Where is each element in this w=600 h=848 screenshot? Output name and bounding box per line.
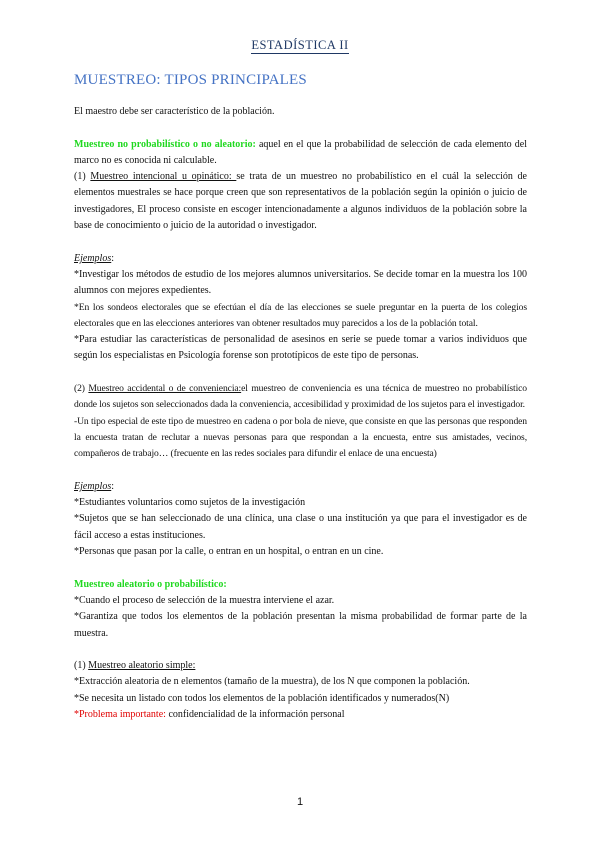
ejemplos1-item: *Investigar los métodos de estudio de los mejores alumnos universitarios. Se decide tomar en la muestra los 100 alumnos con mejores expedientes. <box>74 268 527 297</box>
ejemplos2-item: *Personas que pasan por la calle, o entran en un hospital, o entran en un cine. <box>74 546 384 558</box>
document-body <box>74 104 527 723</box>
intencional-number: (1) <box>74 171 91 183</box>
simple-problem <box>74 707 527 723</box>
conveniencia-paragraph <box>74 381 527 414</box>
ejemplos1-colon: : <box>111 252 114 264</box>
aleatorio-item: *Garantiza que todos los elementos de la población presentan la misma probabilidad de formar parte de la muestra. <box>74 611 527 639</box>
running-header-text: ESTADÍSTICA II <box>251 38 349 52</box>
conveniencia-number: (2) <box>74 383 89 395</box>
no-prob-paragraph <box>74 137 527 170</box>
problem-text: confidencialidad de la información personal <box>165 708 345 720</box>
ejemplos2-heading <box>74 479 527 495</box>
problem-label: Problema importante: <box>79 708 166 720</box>
intencional-label: Muestreo intencional u opinático: <box>90 171 237 183</box>
aleatorio-heading: Muestreo aleatorio o probabilístico: <box>74 578 227 590</box>
simple-label: Muestreo aleatorio simple: <box>88 660 196 672</box>
no-prob-text: aquel en el que la probabilidad de selección de cada elemento del marco no es conocida ni calculable. <box>74 138 527 166</box>
ejemplos2-item: *Sujetos que se han seleccionado de una clínica, una clase o una institución ya que para el investigador es de fácil acceso a estas instituciones. <box>74 513 527 541</box>
intencional-text: se trata de un muestreo no probabilístico en el cuál la selección de elementos muestrales se hace porque creen que son representativos de la población según la opinión o juicio de investigadores, El proceso consiste en escoger intencionadamente a algunos individuos de la población sobre la base de conocimiento o juicio de la autoridad o investigador. <box>74 171 527 232</box>
ejemplos1-heading <box>74 251 527 267</box>
simple-item: *Extracción aleatoria de n elementos (tamaño de la muestra), de los N que componen la población. <box>74 676 470 688</box>
ejemplos1-item: *En los sondeos electorales que se efectúan el día de las elecciones se suele preguntar en la puerta de los colegios electorales que en las elecciones anteriores van obtener resultados muy parecidos a los de la población total. <box>74 301 527 329</box>
simple-number: (1) <box>74 660 89 672</box>
problem-star: * <box>74 708 79 720</box>
conveniencia-extra: -Un tipo especial de este tipo de muestreo en cadena o por bola de nieve, que consiste en que las personas que responden la encuesta tratan de reclutar a nuevas personas para que respondan a la encuesta, entre sus amistades, vecinos, compañeros de trabajo… (frecuente en las redes sociales para difundir el enlace de una encuesta) <box>74 415 527 460</box>
conveniencia-label: Muestreo accidental o de conveniencia: <box>88 383 242 395</box>
no-prob-heading: Muestreo no probabilístico o no aleatorio: <box>74 138 256 150</box>
intencional-paragraph <box>74 169 527 234</box>
ejemplos1-label: Ejemplos <box>74 252 112 264</box>
simple-heading <box>74 658 527 674</box>
page-number: 1 <box>296 796 304 808</box>
page-title: MUESTREO: TIPOS PRINCIPALES <box>74 72 307 88</box>
ejemplos2-label: Ejemplos <box>74 480 112 492</box>
ejemplos2-colon: : <box>111 480 114 492</box>
aleatorio-item: *Cuando el proceso de selección de la muestra interviene el azar. <box>74 594 335 606</box>
intro-paragraph: El maestro debe ser característico de la población. <box>74 106 275 117</box>
simple-item: *Se necesita un listado con todos los elementos de la población identificados y numerados(N) <box>74 692 450 704</box>
running-header <box>0 38 600 53</box>
ejemplos2-item: *Estudiantes voluntarios como sujetos de la investigación <box>74 497 306 509</box>
ejemplos1-item: *Para estudiar las características de personalidad de asesinos en serie se puede tomar a varios individuos que según los especialistas en Psicología forense son prototípicos de este tipo de personas. <box>74 334 527 362</box>
conveniencia-text: el muestreo de conveniencia es una técnica de muestreo no probabilístico donde los sujetos son seleccionados dada la conveniencia, accesibilidad y proximidad de los sujetos para el investigador. <box>74 383 527 411</box>
